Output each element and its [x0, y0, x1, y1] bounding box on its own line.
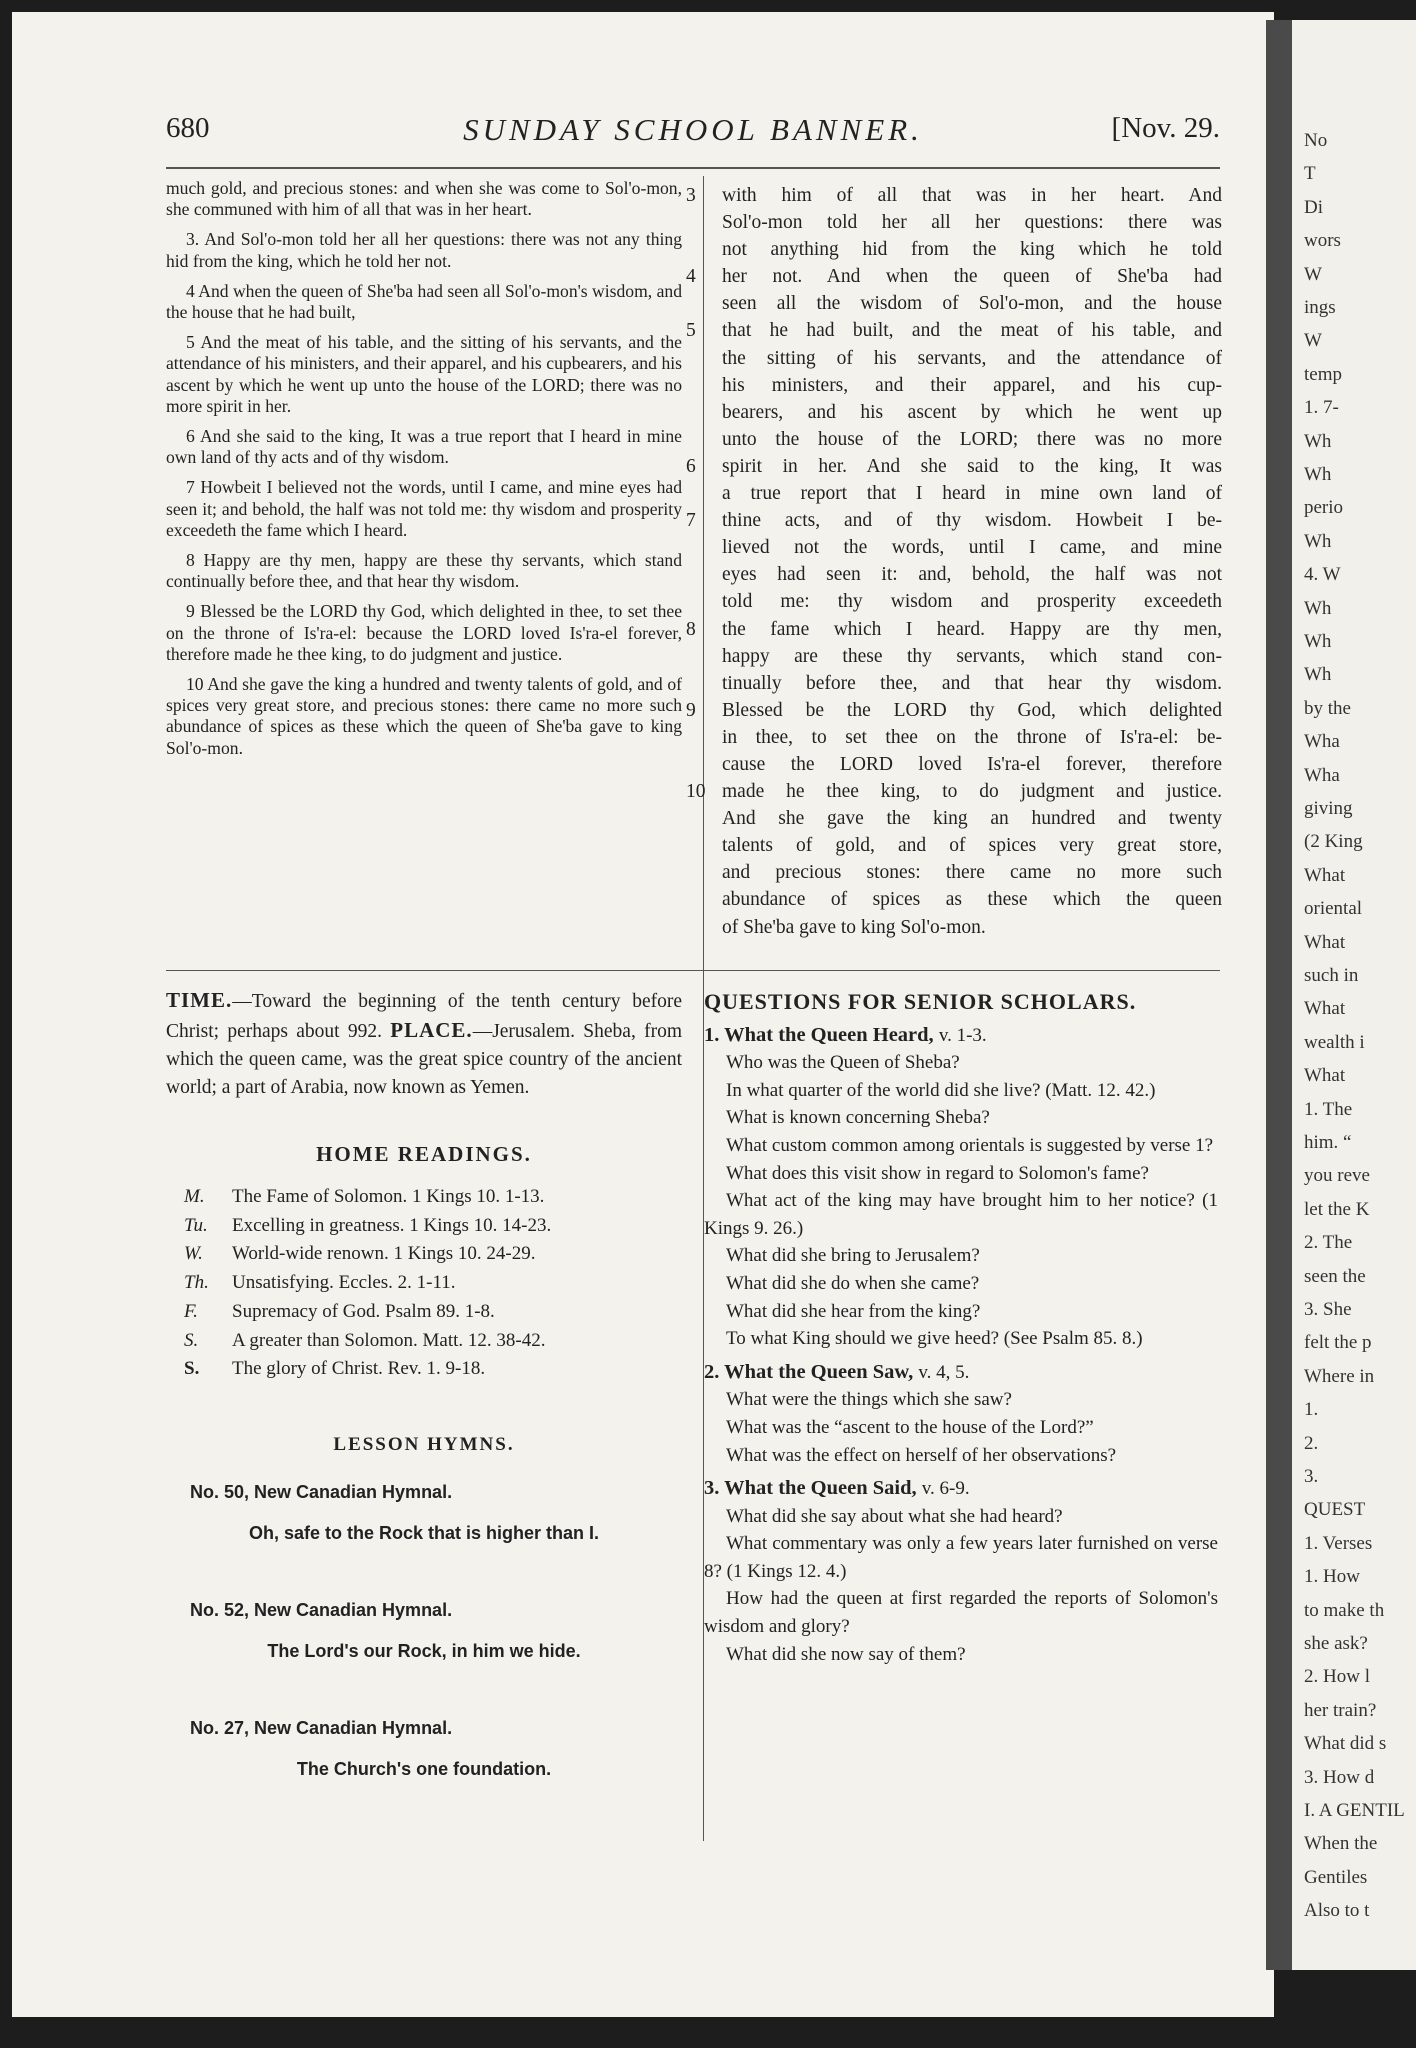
adjacent-page-fragment: 2. How l	[1304, 1666, 1370, 1688]
scripture-line: abundance of spices as these which the queen	[722, 889, 1222, 911]
adjacent-page-fragment: such in	[1304, 965, 1359, 986]
adjacent-page-fragment: giving	[1304, 798, 1353, 819]
scripture-line: seen all the wisdom of Sol'o-mon, and the house	[722, 293, 1222, 315]
adjacent-page-fragment: What	[1304, 1065, 1346, 1087]
scripture-paragraph: 5 And the meat of his table, and the sitting of his servants, and the attendance of his ministers, and their apparel, and his cupbearers, and his ascent by which he went up unto the house of the LORD; there was no more spirit in her.	[166, 332, 682, 416]
place-label: PLACE.	[390, 1018, 473, 1042]
verse-number: 9	[686, 699, 696, 721]
question-item: What did she do when she came?	[726, 1272, 980, 1294]
adjacent-page-fragment: Wh	[1304, 664, 1332, 686]
reading-text: World-wide renown. 1 Kings 10. 24-29.	[232, 1243, 536, 1265]
scripture-line-text: thine acts, and of thy wisdom. Howbeit I be-	[722, 510, 1222, 532]
reading-text: The glory of Christ. Rev. 1. 9-18.	[232, 1358, 486, 1380]
section-verses: v. 4, 5.	[918, 1361, 970, 1383]
time-text: —Toward the beginning of the tenth century before Christ; perhaps about 992.	[166, 991, 682, 1042]
scripture-line	[686, 697, 1222, 724]
question-item: What custom common among orientals is suggested by verse 1?	[726, 1134, 1214, 1156]
question-item: What did she say about what she had heard?	[726, 1505, 1063, 1527]
question-item: What did she hear from the king?	[726, 1300, 981, 1322]
scripture-paragraph: 6 And she said to the king, It was a true report that I heard in mine own land of thy acts and of thy wisdom.	[166, 426, 682, 468]
scripture-paragraph: 9 Blessed be the LORD thy God, which delighted in thee, to set thee on the throne of Is'ra-el: because the LORD loved Is'ra-el forever, therefore made he thee king, to do judgment and justice.	[166, 601, 682, 664]
lesson-hymns-title: LESSON HYMNS.	[333, 1433, 515, 1455]
reading-day: S.	[184, 1329, 199, 1351]
section-heading-text: 3. What the Queen Said,	[704, 1477, 917, 1500]
time-place-note	[166, 986, 682, 1102]
home-readings-list	[166, 1183, 682, 1384]
adjacent-page-fragment: Wha	[1304, 764, 1340, 786]
scripture-paragraph: 4 And when the queen of She'ba had seen all Sol'o-mon's wisdom, and the house that he had built,	[166, 280, 682, 323]
scripture-line: tinually before thee, and that hear thy wisdom.	[722, 672, 1222, 694]
adjacent-page-fragment: 1. The	[1304, 1098, 1353, 1120]
scripture-line: lieved not the words, until I came, and mine	[722, 537, 1222, 559]
place-text: —Jerusalem. Sheba, from which the queen came, was the great spice country of the ancient world; a part of Arabia, now known as Yemen.	[166, 1021, 682, 1098]
reading-day: M.	[184, 1186, 205, 1207]
page-number: 680	[166, 112, 210, 144]
scripture-line: eyes had seen it: and, behold, the half was not	[722, 564, 1222, 586]
hymn-number: No. 27, New Canadian Hymnal.	[190, 1717, 453, 1738]
adjacent-page-fragment: by the	[1304, 697, 1351, 719]
senior-questions-column	[704, 988, 1218, 1668]
reading-day: F.	[184, 1300, 198, 1322]
scripture-paragraph: 10 And she gave the king a hundred and twenty talents of gold, and of spices very great store, and precious stones: there came no more such abundance of spices as these which the queen of She'ba gave to king Sol'o-mon.	[166, 674, 682, 758]
scripture-line	[686, 616, 1222, 643]
question-item: What was the effect on herself of her observations?	[726, 1444, 1117, 1466]
adjacent-page-fragment: wors	[1304, 230, 1341, 252]
section-heading-text: 1. What the Queen Heard,	[704, 1023, 934, 1046]
scripture-line: in thee, to set thee on the throne of Is'ra-el: be-	[722, 726, 1222, 748]
scripture-line-text: that he had built, and the meat of his table, and	[722, 320, 1222, 342]
scripture-line-text: the fame which I heard. Happy are thy men,	[722, 618, 1222, 640]
adjacent-page-fragment: (2 King	[1304, 831, 1363, 853]
adjacent-page-fragment: When the	[1304, 1833, 1378, 1855]
scripture-line	[686, 317, 1222, 344]
issue-date: [Nov. 29.	[1111, 112, 1220, 144]
question-item: How had the queen at first regarded the reports of Solomon's wisdom and glory?	[704, 1588, 1218, 1638]
question-item: What was the “ascent to the house of the Lord?”	[726, 1416, 1094, 1438]
scripture-paragraph: much gold, and precious stones: and when she was come to Sol'o-mon, she communed with him of all that was in her heart.	[166, 178, 682, 220]
adjacent-page-fragment: Wha	[1304, 731, 1340, 753]
adjacent-page-fragment: ings	[1304, 297, 1336, 318]
question-item: To what King should we give heed? (See Psalm 85. 8.)	[726, 1328, 1143, 1350]
reading-item	[184, 1183, 682, 1212]
adjacent-page-fragment: Wh	[1304, 530, 1332, 552]
adjacent-page-fragment: 1. 7-	[1304, 397, 1339, 419]
scripture-paragraph: 8 Happy are thy men, happy are these thy servants, which stand continually before thee, and that hear thy wisdom.	[166, 550, 682, 592]
section-heading-text: 2. What the Queen Saw,	[704, 1360, 914, 1383]
hymn-number: No. 50, New Canadian Hymnal.	[190, 1481, 453, 1502]
scripture-paragraph: 3. And Sol'o-mon told her all her questions: there was not any thing hid from the king, which he told her not.	[166, 229, 682, 271]
question-item: What commentary was only a few years later furnished on verse 8? (1 Kings 12. 4.)	[704, 1533, 1218, 1582]
scripture-line	[686, 507, 1222, 534]
adjacent-page-fragment: T	[1304, 163, 1316, 185]
adjacent-page-fragment: QUEST	[1304, 1499, 1366, 1521]
hymn-entry	[166, 1600, 682, 1662]
scripture-line-text: Blessed be the LORD thy God, which delighted	[722, 699, 1222, 721]
reading-text: A greater than Solomon. Matt. 12. 38-42.	[232, 1329, 546, 1351]
scripture-line: his ministers, and their apparel, and his cup-	[722, 374, 1222, 396]
reading-day: Th.	[184, 1272, 209, 1294]
scripture-line	[686, 453, 1222, 480]
adjacent-page-fragment: perio	[1304, 497, 1344, 519]
adjacent-page-fragment: What	[1304, 864, 1346, 886]
adjacent-page-fragment: 1. How	[1304, 1566, 1360, 1588]
scripture-line-text: with him of all that was in her heart. And	[722, 185, 1222, 206]
question-item: What did she bring to Jerusalem?	[726, 1245, 980, 1267]
adjacent-page-fragment: 3.	[1304, 1466, 1319, 1487]
reading-day: S.	[184, 1358, 200, 1380]
question-item: In what quarter of the world did she live? (Matt. 12. 42.)	[726, 1079, 1156, 1101]
question-sections	[704, 1022, 1218, 1669]
lesson-notes-column	[166, 986, 682, 1780]
question-item: What were the things which she saw?	[726, 1389, 1012, 1411]
question-section-heading	[704, 1359, 1218, 1387]
adjacent-page-fragment: Wh	[1304, 631, 1332, 652]
reading-item	[184, 1327, 682, 1356]
scripture-line-text: made he thee king, to do judgment and justice.	[722, 781, 1222, 803]
verse-number: 4	[686, 266, 696, 288]
verse-number: 8	[686, 618, 696, 640]
adjacent-page-fragment: wealth i	[1304, 1031, 1365, 1053]
scripture-line	[686, 182, 1222, 209]
scripture-line: talents of gold, and of spices very great store,	[722, 835, 1222, 857]
question-section-heading	[704, 1475, 1218, 1503]
scripture-text-right	[686, 182, 1222, 941]
reading-item	[184, 1240, 682, 1269]
adjacent-page-fragment: Where in	[1304, 1365, 1375, 1387]
hymn-first-line: The Church's one foundation.	[296, 1758, 552, 1779]
publication-title: SUNDAY SCHOOL BANNER.	[463, 112, 923, 147]
scripture-line	[686, 263, 1222, 290]
home-readings-title: HOME READINGS.	[316, 1142, 532, 1166]
hymn-entry	[166, 1482, 682, 1544]
adjacent-page-fragment: her train?	[1304, 1699, 1377, 1721]
section-verses: v. 1-3.	[938, 1024, 987, 1046]
adjacent-page-fragment: 1.	[1304, 1399, 1319, 1421]
adjacent-page-fragment: 1. Verses	[1304, 1532, 1373, 1554]
adjacent-page-fragment: Wh	[1304, 464, 1332, 485]
adjacent-page-edge	[1266, 20, 1416, 1970]
scripture-line: a true report that I heard in mine own land of	[722, 483, 1222, 505]
questions-title: QUESTIONS FOR SENIOR SCHOLARS.	[704, 989, 1137, 1014]
reading-item	[184, 1269, 682, 1298]
scripture-line: Sol'o-mon told her all her questions: there was	[722, 212, 1222, 234]
section-verses: v. 6-9.	[921, 1478, 970, 1500]
adjacent-page-fragment: 3. How d	[1304, 1766, 1375, 1788]
adjacent-page-fragment: Wh	[1304, 597, 1332, 619]
adjacent-page-fragment: you reve	[1304, 1165, 1370, 1187]
scripture-line: bearers, and his ascent by which he went up	[722, 401, 1222, 423]
reading-day: W.	[184, 1243, 203, 1265]
scripture-line: not anything hid from the king which he told	[722, 239, 1222, 261]
scripture-line: of She'ba gave to king Sol'o-mon.	[722, 916, 986, 938]
scripture-text-left	[166, 178, 682, 768]
adjacent-page-fragment: No	[1304, 130, 1328, 151]
adjacent-page-fragment: let the K	[1304, 1198, 1370, 1220]
scripture-line-text: spirit in her. And she said to the king, It was	[722, 455, 1222, 477]
running-header	[166, 108, 1220, 158]
adjacent-page-fragment: him. “	[1304, 1132, 1352, 1153]
header-rule	[166, 167, 1220, 169]
reading-text: Unsatisfying. Eccles. 2. 1-11.	[232, 1272, 456, 1294]
scripture-line: happy are these thy servants, which stand con-	[722, 645, 1222, 667]
adjacent-page-fragment: What	[1304, 998, 1346, 1020]
verse-number: 10	[686, 781, 706, 803]
adjacent-page-fragment: 4. W	[1304, 564, 1341, 586]
scripture-line: cause the LORD loved Is'ra-el forever, therefore	[722, 753, 1222, 775]
question-item: What did she now say of them?	[726, 1643, 966, 1665]
adjacent-page-fragment: Gentiles	[1304, 1866, 1368, 1888]
adjacent-page-fragment: W	[1304, 330, 1322, 352]
adjacent-page-fragment: Wh	[1304, 430, 1332, 452]
scripture-line: the sitting of his servants, and the attendance of	[722, 347, 1222, 369]
verse-number: 5	[686, 320, 696, 342]
verse-number: 7	[686, 510, 696, 532]
reading-item	[184, 1298, 682, 1327]
adjacent-page-fragment: felt the p	[1304, 1332, 1372, 1354]
hymn-entry	[166, 1718, 682, 1780]
reading-text: Excelling in greatness. 1 Kings 10. 14-23.	[232, 1214, 552, 1236]
scripture-line: And she gave the king an hundred and twenty	[722, 808, 1222, 830]
adjacent-page-fragment: seen the	[1304, 1265, 1366, 1287]
adjacent-page-fragment: I. A GENTIL	[1304, 1800, 1405, 1821]
verse-number: 3	[686, 185, 696, 206]
reading-item	[184, 1355, 682, 1384]
section-rule	[166, 970, 1220, 971]
adjacent-page-fragment: Also to t	[1304, 1900, 1370, 1922]
adjacent-page-fragment: temp	[1304, 363, 1342, 385]
reading-text: Supremacy of God. Psalm 89. 1-8.	[232, 1300, 495, 1322]
scripture-line	[686, 778, 1222, 805]
reading-text: The Fame of Solomon. 1 Kings 10. 1-13.	[232, 1186, 545, 1207]
hymn-number: No. 52, New Canadian Hymnal.	[190, 1599, 453, 1620]
time-label: TIME.	[166, 988, 233, 1012]
adjacent-page-fragment: What did s	[1304, 1733, 1387, 1755]
scripture-line-text: her not. And when the queen of She'ba had	[722, 266, 1222, 288]
adjacent-page-fragment: she ask?	[1304, 1633, 1368, 1654]
question-section-heading	[704, 1022, 1218, 1050]
question-item: Who was the Queen of Sheba?	[726, 1052, 960, 1074]
adjacent-page-fragment: 3. She	[1304, 1299, 1352, 1320]
reading-item	[184, 1212, 682, 1241]
adjacent-page-fragment: 2.	[1304, 1432, 1319, 1454]
scripture-line: and precious stones: there came no more such	[722, 862, 1222, 884]
question-item: What act of the king may have brought him to her notice? (1 Kings 9. 26.)	[704, 1190, 1218, 1239]
adjacent-page-fragment: oriental	[1304, 898, 1363, 920]
scripture-paragraph: 7 Howbeit I believed not the words, until I came, and mine eyes had seen it; and behold, the half was not told me: thy wisdom and prosperity exceedeth the fame which I heard.	[166, 477, 682, 540]
adjacent-page-fragment: What	[1304, 931, 1346, 953]
adjacent-page-fragment: Di	[1304, 196, 1323, 218]
question-item: What is known concerning Sheba?	[726, 1107, 990, 1129]
adjacent-page-fragment: 2. The	[1304, 1232, 1353, 1254]
scripture-line: told me: thy wisdom and prosperity exceedeth	[722, 591, 1222, 613]
reading-day: Tu.	[184, 1214, 208, 1236]
adjacent-page-fragment: W	[1304, 263, 1322, 285]
question-item: What does this visit show in regard to Solomon's fame?	[726, 1162, 1149, 1184]
hymn-first-line: Oh, safe to the Rock that is higher than I.	[248, 1522, 600, 1543]
verse-number: 6	[686, 455, 696, 477]
hymn-first-line: The Lord's our Rock, in him we hide.	[267, 1640, 581, 1661]
adjacent-page-fragment: to make th	[1304, 1599, 1385, 1621]
scripture-line: unto the house of the LORD; there was no more	[722, 428, 1222, 450]
